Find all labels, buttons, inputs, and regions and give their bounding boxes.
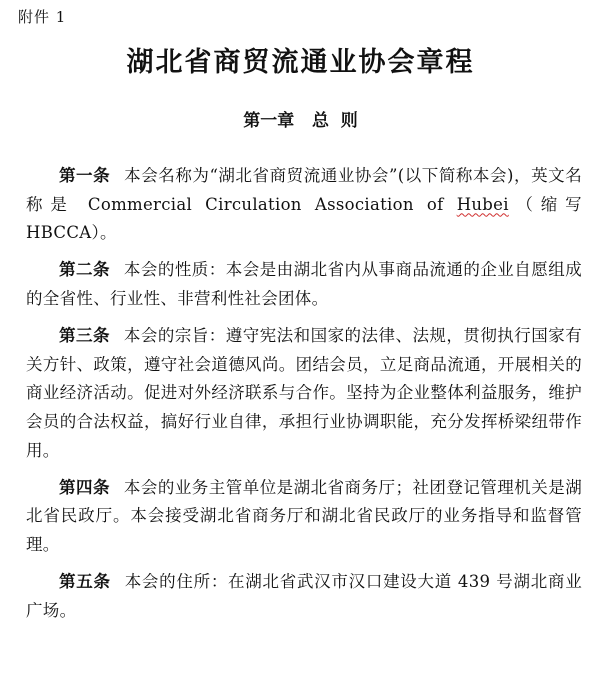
article-text: 本会的宗旨：遵守宪法和国家的法律、法规，贯彻执行国家有关方针、政策，遵守社会道德风尚。团结会员，立足商品流通，开展相关的商业经济活动。促进对外经济联系与合作。坚持为企业整体利益服务，维护会员的合法权益，搞好行业自律，承担行业协调职能，充分发挥桥梁纽带作用。 [26, 326, 582, 460]
article-number: 第二条 [59, 260, 110, 280]
article-number: 第三条 [59, 326, 110, 346]
article-text: 本会名称为“湖北省商贸流通业协会”(以下简称本会)，英文名称是 Commercial Circulation Association of [26, 166, 582, 214]
article-number: 第五条 [59, 572, 111, 592]
article-text: 本会的性质：本会是由湖北省内从事商品流通的企业自愿组成的全省性、行业性、非营利性社会团体。 [26, 260, 582, 308]
article-text: 本会的业务主管单位是湖北省商务厅；社团登记管理机关是湖北省民政厅。本会接受湖北省商务厅和湖北省民政厅的业务指导和监督管理。 [26, 477, 582, 554]
article-text: 本会的住所：在湖北省武汉市汉口建设大道 439 号湖北商业广场。 [26, 572, 583, 620]
document-body [26, 162, 582, 634]
article-1 [26, 162, 582, 248]
chapter-heading: 第一章 总 则 [243, 111, 358, 131]
spellcheck-underlined-word: Hubei [456, 194, 509, 214]
article-number: 第四条 [59, 477, 110, 497]
article-4 [26, 474, 582, 560]
article-3 [26, 322, 582, 465]
article-number: 第一条 [59, 166, 111, 185]
document-title: 湖北省商贸流通业协会章程 [126, 47, 475, 78]
attachment-label: 附件 1 [18, 8, 67, 26]
article-2 [26, 256, 582, 313]
article-text-end: （缩写 HBCCA）。 [26, 194, 582, 243]
article-5 [26, 568, 582, 625]
